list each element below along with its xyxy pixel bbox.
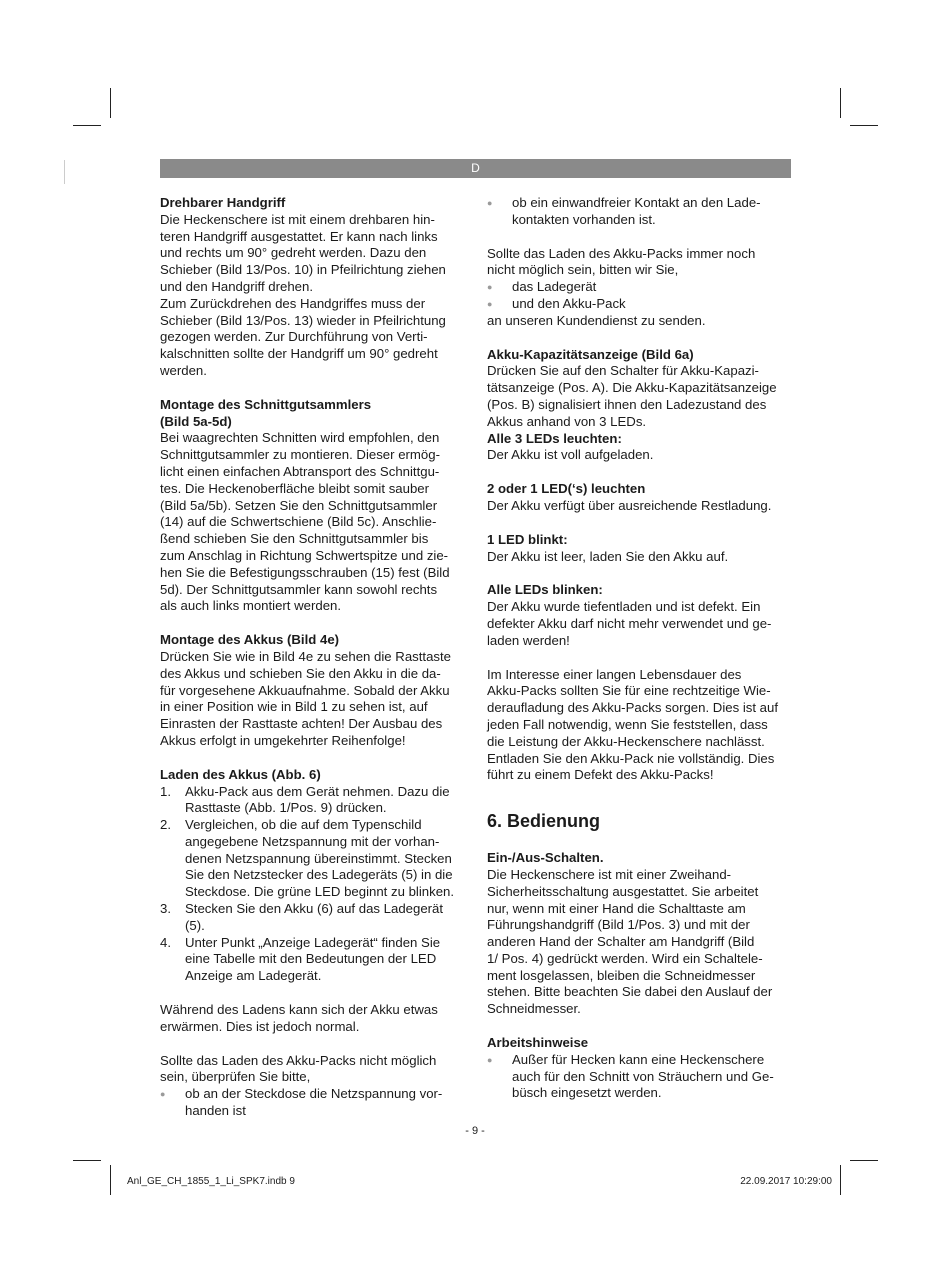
list-number: 4.: [160, 934, 171, 950]
section-drehbarer-handgriff: [160, 195, 464, 380]
text-line: für vorgesehene Akkuaufnahme. Sobald der Akku: [160, 682, 450, 698]
text-line: nur, wenn mit einer Hand die Schalttaste am: [487, 900, 746, 916]
heading: Laden des Akkus (Abb. 6): [160, 766, 321, 782]
section-laden-nicht-moeglich: [160, 1053, 464, 1120]
subheading: Alle 3 LEDs leuchten:: [487, 430, 622, 446]
page-number: - 9 -: [465, 1125, 485, 1137]
crop-mark: [73, 125, 101, 126]
list-number: 2.: [160, 817, 171, 833]
section-ein-aus-schalten: [487, 850, 791, 1018]
text-line: als auch links montiert werden.: [160, 598, 342, 614]
text-line: deraufladung des Akku-Packs sorgen. Dies ist auf: [487, 700, 779, 716]
text-line: Schieber (Bild 13/Pos. 13) wieder in Pfeilrichtung: [160, 312, 446, 328]
left-column: [160, 195, 464, 1137]
text-line: die Leistung der Akku-Heckenschere nachlässt.: [487, 733, 765, 749]
text-line: stehen. Bitte beachten Sie dabei den Auslauf der: [487, 984, 773, 1000]
bullet-item: [487, 279, 791, 296]
text-line: (14) auf die Schwertschiene (Bild 5c). Anschlie-: [160, 514, 437, 530]
text-line: (Pos. B) signalisiert ihnen den Ladezustand des: [487, 396, 767, 412]
text-line: ● ob ein einwandfreier Kontakt an den Lade-: [512, 195, 761, 210]
heading: Ein-/Aus-Schalten.: [487, 850, 604, 866]
section-title-bedienung: 6. Bedienung: [487, 811, 601, 832]
crop-mark: [64, 160, 65, 184]
text-line: des Akkus und schieben Sie den Akku in die da-: [160, 665, 441, 681]
text-line: licht einen einfachen Abtransport des Schnittgu-: [160, 463, 440, 479]
text-line: führt zu einem Defekt des Akku-Packs!: [487, 767, 714, 783]
bullet-list: [487, 1052, 791, 1102]
text-line: tätsanzeige (Pos. A). Die Akku-Kapazitätsanzeige: [487, 380, 777, 396]
text-line: Akkus erfolgt in umgekehrter Reihenfolge!: [160, 732, 406, 748]
text-line: Vergleichen, ob die auf dem Typenschild: [185, 817, 422, 833]
bullet-list: [487, 279, 791, 313]
bullet-list: [487, 195, 791, 229]
text-line: Akkus anhand von 3 LEDs.: [487, 413, 647, 429]
text-line: Schneidmesser.: [487, 1001, 581, 1017]
text-line: Während des Ladens kann sich der Akku etwas: [160, 1002, 438, 1018]
text-line: Der Akku wurde tiefentladen und ist defekt. Ein: [487, 599, 761, 615]
section-montage-akkus: [160, 632, 464, 750]
language-header-bar: [160, 159, 791, 178]
text-line: ßend schieben Sie den Schnittgutsammler bis: [160, 531, 429, 547]
text-line: ment losgelassen, bleiben die Schneidmesser: [487, 967, 756, 983]
list-item: [160, 784, 464, 818]
text-line: Stecken Sie den Akku (6) auf das Ladegerät: [185, 901, 444, 917]
bullet-item: [160, 1086, 464, 1120]
text-line: in einer Position wie in Bild 1 zu sehen ist, auf: [160, 699, 428, 715]
heading: Montage des Akkus (Bild 4e): [160, 632, 340, 648]
text-line: defekter Akku darf nicht mehr verwendet und ge-: [487, 615, 772, 631]
heading: Montage des Schnittgutsammlers: [160, 396, 372, 412]
text-line: Sicherheitsschaltung ausgestattet. Sie arbeitet: [487, 883, 759, 899]
section-laden-akkus: [160, 767, 464, 985]
text-line: ● ob an der Steckdose die Netzspannung vor-: [185, 1086, 443, 1102]
text-line: Drücken Sie auf den Schalter für Akku-Kapazi-: [487, 363, 759, 379]
text-line: kalschnitten sollte der Handgriff um 90° gedreht: [160, 346, 438, 362]
text-line: Akku-Packs sollten Sie für eine rechtzeitige Wie-: [487, 683, 771, 699]
section-led-2-oder-1: [487, 481, 791, 515]
heading: Akku-Kapazitätsanzeige (Bild 6a): [487, 346, 694, 362]
text-line: Im Interesse einer langen Lebensdauer des: [487, 666, 742, 682]
text-line: eine Tabelle mit den Bedeutungen der LED: [185, 951, 437, 967]
text-line: kontakten vorhanden ist.: [512, 211, 656, 227]
section-schnittgutsammler: [160, 397, 464, 615]
section-arbeitshinweise: [487, 1035, 791, 1102]
text-line: zum Anschlag in Richtung Schwertspitze und zie-: [160, 547, 449, 563]
text-line: teren Handgriff ausgestattet. Er kann nach links: [160, 228, 438, 244]
text-line: Sollte das Laden des Akku-Packs immer noch: [487, 245, 756, 261]
section-lebensdauer: [487, 667, 791, 785]
text-line: 1/ Pos. 4) gedrückt werden. Wird ein Schaltele-: [487, 950, 763, 966]
section-continued-bullets: [487, 195, 791, 229]
text-line: handen ist: [185, 1103, 246, 1119]
text-line: Führungshandgriff (Bild 1/Pos. 3) und mit der: [487, 917, 750, 933]
language-letter: D: [471, 161, 480, 175]
text-line: laden werden!: [487, 632, 570, 648]
text-line: Zum Zurückdrehen des Handgriffes muss der: [160, 295, 426, 311]
numbered-list: [160, 784, 464, 986]
section-led-1-blinkt: [487, 532, 791, 566]
text-line: hen Sie die Befestigungsschrauben (15) fest (Bild: [160, 564, 450, 580]
section-kapazitaetsanzeige: [487, 347, 791, 465]
list-item: [160, 817, 464, 901]
text-line: gezogen werden. Zur Durchführung von Verti-: [160, 329, 428, 345]
bullet-item: [487, 195, 791, 229]
bullet-item: [487, 296, 791, 313]
heading: Arbeitshinweise: [487, 1035, 589, 1051]
heading: 1 LED blinkt:: [487, 531, 568, 547]
text-line: an unseren Kundendienst zu senden.: [487, 312, 706, 328]
text-line: anderen Hand der Schalter am Handgriff (Bild: [487, 934, 755, 950]
text-line: Die Heckenschere ist mit einer Zweihand-: [487, 866, 732, 882]
text-line: und den Handgriff drehen.: [160, 278, 313, 294]
text-line: Bei waagrechten Schnitten wird empfohlen, den: [160, 430, 440, 446]
heading: Alle LEDs blinken:: [487, 582, 603, 598]
crop-mark: [840, 88, 841, 118]
text-line: erwärmen. Dies ist jedoch normal.: [160, 1018, 360, 1034]
text-line: Steckdose. Die grüne LED beginnt zu blinken.: [185, 884, 455, 900]
text-line: Entladen Sie den Akku-Pack nie vollständig. Dies: [487, 750, 775, 766]
text-line: denen Netzspannung übereinstimmt. Stecken: [185, 850, 452, 866]
crop-mark: [840, 1165, 841, 1195]
text-line: Der Akku ist leer, laden Sie den Akku auf.: [487, 548, 729, 564]
text-line: ● Außer für Hecken kann eine Heckenschere: [512, 1051, 765, 1067]
text-line: Drücken Sie wie in Bild 4e zu sehen die Rasttaste: [160, 648, 452, 664]
text-line: werden.: [160, 362, 207, 378]
crop-mark: [110, 1165, 111, 1195]
list-item: [160, 901, 464, 935]
list-item: [160, 935, 464, 985]
text-line: Sollte das Laden des Akku-Packs nicht möglich: [160, 1052, 437, 1068]
text-line: und rechts um 90° gedreht werden. Dazu den: [160, 245, 427, 261]
text-line: tes. Die Heckenoberfläche bleibt somit sauber: [160, 480, 430, 496]
footer-datetime: 22.09.2017 10:29:00: [740, 1176, 832, 1187]
text-line: ● das Ladegerät: [512, 279, 597, 295]
section-waehrend-laden: [160, 1002, 464, 1036]
heading: 2 oder 1 LED(‘s) leuchten: [487, 481, 646, 497]
text-line: auch für den Schnitt von Sträuchern und Ge-: [512, 1068, 774, 1084]
text-line: ● und den Akku-Pack: [512, 295, 626, 311]
text-line: jeden Fall notwendig, wenn Sie feststellen, dass: [487, 716, 768, 732]
crop-mark: [850, 125, 878, 126]
section-alle-leds-blinken: [487, 582, 791, 649]
bullet-list: [160, 1086, 464, 1120]
text-line: Einrasten der Rasttaste achten! Der Ausbau des: [160, 716, 443, 732]
crop-mark: [73, 1160, 101, 1161]
text-line: sein, überprüfen Sie bitte,: [160, 1069, 311, 1085]
section-kundendienst: [487, 246, 791, 330]
crop-mark: [110, 88, 111, 118]
text-line: büsch eingesetzt werden.: [512, 1085, 662, 1101]
text-line: Unter Punkt „Anzeige Ladegerät“ finden Sie: [185, 934, 441, 950]
text-line: nicht möglich sein, bitten wir Sie,: [487, 262, 679, 278]
list-number: 3.: [160, 901, 171, 917]
list-number: 1.: [160, 783, 171, 799]
text-line: Die Heckenschere ist mit einem drehbaren hin-: [160, 211, 435, 227]
right-column: [487, 195, 791, 1119]
text-line: Schieber (Bild 13/Pos. 10) in Pfeilrichtung ziehen: [160, 262, 446, 278]
text-line: (5).: [185, 917, 205, 933]
text-line: Schnittgutsammler zu montieren. Dieser ermög-: [160, 447, 440, 463]
text-line: Der Akku ist voll aufgeladen.: [487, 447, 654, 463]
heading: Drehbarer Handgriff: [160, 195, 286, 210]
text-line: 5d). Der Schnittgutsammler kann sowohl rechts: [160, 581, 438, 597]
text-line: Sie den Netzstecker des Ladegeräts (5) in die: [185, 867, 453, 883]
footer-file-name: Anl_GE_CH_1855_1_Li_SPK7.indb 9: [127, 1176, 295, 1187]
bullet-item: [487, 1052, 791, 1102]
text-line: angegebene Netzspannung mit der vorhan-: [185, 833, 440, 849]
text-line: Der Akku verfügt über ausreichende Restladung.: [487, 497, 772, 513]
text-line: (Bild 5a/5b). Setzen Sie den Schnittgutsammler: [160, 497, 438, 513]
heading: (Bild 5a-5d): [160, 413, 232, 429]
crop-mark: [850, 1160, 878, 1161]
text-line: Rasttaste (Abb. 1/Pos. 9) drücken.: [185, 800, 387, 816]
text-line: Akku-Pack aus dem Gerät nehmen. Dazu die: [185, 783, 450, 799]
text-line: Anzeige am Ladegerät.: [185, 968, 322, 984]
